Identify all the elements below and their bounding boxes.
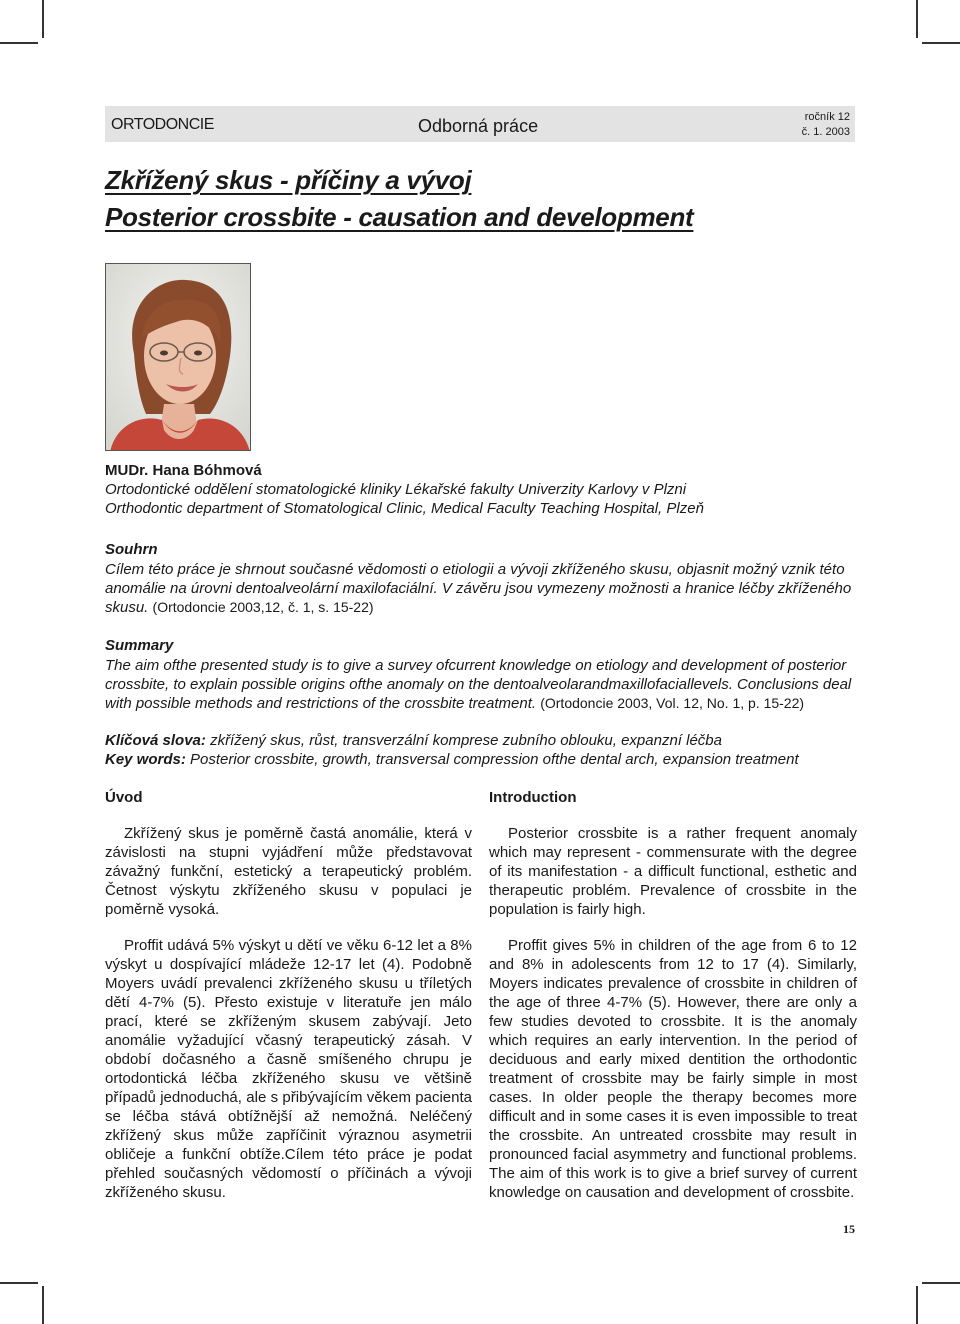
crop-mark — [0, 42, 38, 44]
issue-line: č. 1. 2003 — [801, 126, 850, 138]
paragraph: Proffit udává 5% výskyt u dětí ve věku 6-12 let a 8% výskyt u dospívající mládeže 12-17 let (4). Podobně Moyers uvádí prevalenci zkříženého skusu u tříletých dětí 4-7% (5). Přesto existuje v literatuře jen málo prací, které se zkříženým skusem zabývají. Jeto anomálie vyžadující včasný terapeutický zásah. V období dočasného a časně smíšeného chrupu je ortodontická léčba zkříženého skusu ve většině případů jednoduchá, ale s přibývajícím věkem pacienta se léčba stává obtížnější až nemožná. Neléčený zkřížený skus může zapříčinit výraznou asymetrii obličeje a funkční obtíže.Cílem této práce je podat přehled současných vědomostí o příčinách a vývoji zkříženého skusu. — [105, 937, 472, 1201]
abstract-english-citation: (Ortodoncie 2003, Vol. 12, No. 1, p. 15-22) — [540, 695, 805, 711]
keywords-czech-label: Klíčová slova: — [105, 732, 206, 749]
abstract-english-body: The aim ofthe presented study is to give a survey ofcurrent knowledge on etiology and development of posterior crossbite, to explain possible origins ofthe anomaly on the dentoalveolarandmaxillofaciallevels. Conclusions deal with possible methods and restrictions of the crossbite treatment. — [105, 657, 852, 712]
section-heading-uvod: Úvod — [105, 789, 143, 806]
crop-mark — [42, 1286, 44, 1324]
abstract-czech — [105, 540, 895, 617]
abstract-czech-heading: Souhrn — [105, 541, 158, 558]
keywords-czech-text: zkřížený skus, růst, transverzální komprese zubního oblouku, expanzní léčba — [210, 732, 722, 749]
author-portrait-image — [106, 264, 251, 451]
crop-mark — [922, 1282, 960, 1284]
article-title-czech: Zkřížený skus - příčiny a vývoj — [105, 165, 472, 195]
keywords-english-label: Key words: — [105, 751, 186, 768]
crop-mark — [916, 0, 918, 38]
keywords-english — [105, 750, 895, 769]
crop-mark — [916, 1286, 918, 1324]
author-name: MUDr. Hana Bóhmová — [105, 462, 262, 479]
crop-mark — [0, 1282, 38, 1284]
author-info — [105, 461, 865, 518]
abstract-english — [105, 636, 870, 713]
article-title-english: Posterior crossbite - causation and development — [105, 202, 694, 232]
column-english — [489, 788, 857, 1219]
author-photo — [105, 263, 251, 451]
journal-header — [105, 106, 855, 142]
paragraph: Zkřížený skus je poměrně častá anomálie, která v závislosti na stupni vyjádření může představovat závažný funkční, estetický a terapeutický problém. Četnost výskytu zkříženého skusu v populaci je poměrně vysoká. — [105, 825, 472, 918]
affiliation-czech: Ortodontické oddělení stomatologické kliniky Lékařské fakulty Univerzity Karlovy v Plzni — [105, 481, 687, 498]
keywords-english-text: Posterior crossbite, growth, transversal compression ofthe dental arch, expansion treatment — [190, 751, 799, 768]
article-type: Odborná práce — [418, 116, 539, 136]
abstract-czech-body: Cílem této práce je shrnout současné vědomosti o etiologii a vývoji zkříženého skusu, objasnit možný vznik této anomálie na úrovni dentoalveolární maxilofaciální. V závěru jsou vymezeny možnosti a hranice léčby zkříženého skusu. — [105, 561, 852, 616]
abstract-english-heading: Summary — [105, 637, 174, 654]
journal-volume — [802, 110, 850, 140]
journal-section: ORTODONCIE — [111, 116, 214, 133]
abstract-czech-citation: (Ortodoncie 2003,12, č. 1, s. 15-22) — [152, 599, 374, 615]
paragraph: Proffit gives 5% in children of the age from 6 to 12 and 8% in adolescents from 12 to 17 (4). Similarly, Moyers indicates prevalence of crossbite in children of the age of three 4-7% (5). However, there are only a few studies devoted to crossbite. It is the anomaly which requires an early intervention. In the period of deciduous and early mixed dentition the orthodontic treatment of crossbite may be fairly simple in most cases. In older people the therapy becomes more difficult and in some cases it is even impossible to treat the crossbite. An untreated crossbite may result in pronounced facial asymmetry and functional problems. The aim of this work is to give a brief survey of current knowledge on causation and development of crossbite. — [489, 937, 857, 1201]
volume-line: ročník 12 — [804, 111, 850, 123]
paragraph: Posterior crossbite is a rather frequent anomaly which may represent - commensurate with the degree of its manifestation - a difficult functional, esthetic and therapeutic problém. Prevalence of crossbite in the population is fairly high. — [489, 825, 857, 918]
affiliation-english: Orthodontic department of Stomatological Clinic, Medical Faculty Teaching Hospital, Plzeň — [105, 500, 704, 517]
abstract-czech-text — [105, 560, 895, 617]
crop-mark — [922, 42, 960, 44]
keywords-czech — [105, 731, 895, 750]
column-czech — [105, 788, 472, 1219]
crop-mark — [42, 0, 44, 38]
keywords — [105, 731, 895, 769]
page-number: 15 — [843, 1222, 855, 1236]
abstract-english-text — [105, 656, 870, 713]
section-heading-introduction: Introduction — [489, 789, 577, 806]
